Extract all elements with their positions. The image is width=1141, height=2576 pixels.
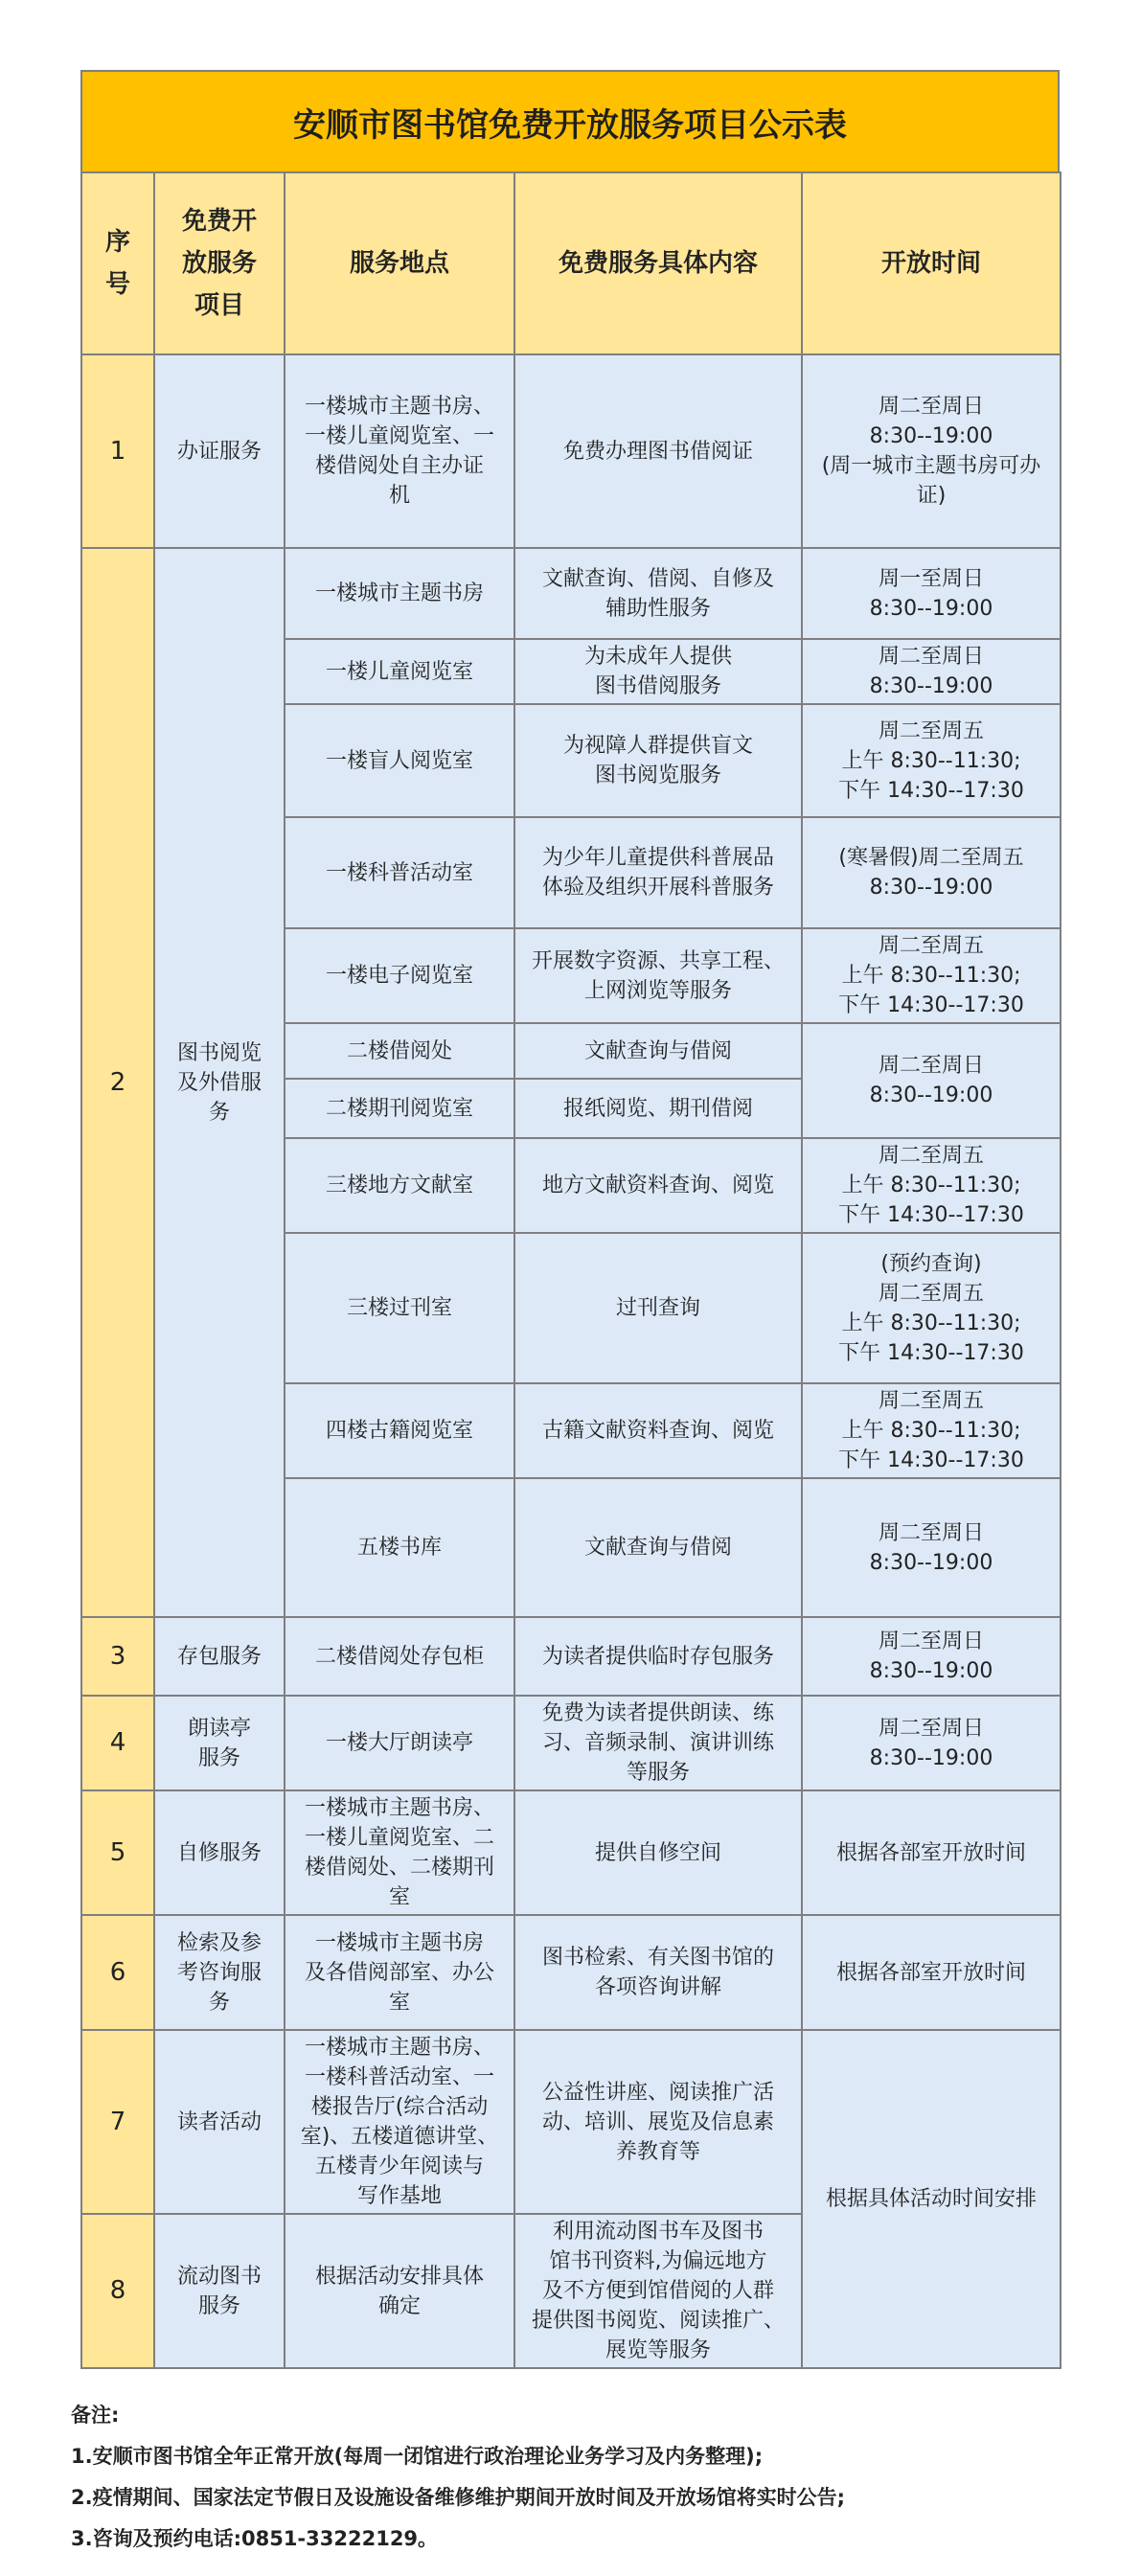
service-content: 免费为读者提供朗读、练 习、音频录制、演讲训练 等服务	[514, 1696, 802, 1790]
opening-hours: 周二至周日 8:30--19:00	[802, 1023, 1061, 1138]
header-item: 免费开 放服务 项目	[154, 172, 285, 354]
opening-hours: 周二至周五 上午 8:30--11:30; 下午 14:30--17:30	[802, 928, 1061, 1023]
service-location: 二楼借阅处存包柜	[285, 1617, 514, 1696]
service-content: 文献查询与借阅	[514, 1023, 802, 1079]
opening-hours: 根据具体活动时间安排	[802, 2030, 1061, 2368]
notes-section	[71, 2395, 845, 2560]
service-content: 提供自修空间	[514, 1790, 802, 1915]
service-location: 四楼古籍阅览室	[285, 1383, 514, 1478]
opening-hours: 周二至周日 8:30--19:00	[802, 1696, 1061, 1790]
header-location: 服务地点	[285, 172, 514, 354]
table-row	[81, 1617, 1061, 1696]
opening-hours: 根据各部室开放时间	[802, 1915, 1061, 2030]
opening-hours: 周一至周日 8:30--19:00	[802, 548, 1061, 639]
service-content: 文献查询与借阅	[514, 1478, 802, 1617]
service-location: 一楼城市主题书房、 一楼儿童阅览室、一 楼借阅处自主办证 机	[285, 354, 514, 548]
row-number: 3	[81, 1617, 154, 1696]
service-location: 五楼书库	[285, 1478, 514, 1617]
service-location: 一楼城市主题书房、 一楼科普活动室、一 楼报告厅(综合活动 室)、五楼道德讲堂、 五楼青少年阅读与 写作基地	[285, 2030, 514, 2214]
row-number: 5	[81, 1790, 154, 1915]
service-content: 利用流动图书车及图书 馆书刊资料,为偏远地方 及不方便到馆借阅的人群 提供图书阅览、阅读推广、 展览等服务	[514, 2214, 802, 2368]
service-content: 为未成年人提供 图书借阅服务	[514, 639, 802, 704]
opening-hours: (寒暑假)周二至周五 8:30--19:00	[802, 817, 1061, 928]
opening-hours: 周二至周日 8:30--19:00	[802, 639, 1061, 704]
opening-hours: 根据各部室开放时间	[802, 1790, 1061, 1915]
note-item: 2.疫情期间、国家法定节假日及设施设备维修维护期间开放时间及开放场馆将实时公告;	[71, 2486, 845, 2509]
table-row	[81, 548, 1061, 639]
service-content: 文献查询、借阅、自修及 辅助性服务	[514, 548, 802, 639]
row-number: 2	[81, 548, 154, 1617]
service-item: 自修服务	[154, 1790, 285, 1915]
service-location: 一楼城市主题书房、 一楼儿童阅览室、二 楼借阅处、二楼期刊 室	[285, 1790, 514, 1915]
table-row	[81, 354, 1061, 548]
table-row	[81, 1790, 1061, 1915]
service-location: 三楼过刊室	[285, 1233, 514, 1383]
service-location: 一楼电子阅览室	[285, 928, 514, 1023]
service-location: 三楼地方文献室	[285, 1138, 514, 1233]
service-content: 公益性讲座、阅读推广活 动、培训、展览及信息素 养教育等	[514, 2030, 802, 2214]
row-number: 7	[81, 2030, 154, 2214]
service-item: 检索及参 考咨询服 务	[154, 1915, 285, 2030]
service-location: 一楼城市主题书房 及各借阅部室、办公 室	[285, 1915, 514, 2030]
header-row	[81, 172, 1061, 354]
opening-hours: 周二至周日 8:30--19:00	[802, 1617, 1061, 1696]
opening-hours: 周二至周五 上午 8:30--11:30; 下午 14:30--17:30	[802, 704, 1061, 817]
service-location: 根据活动安排具体 确定	[285, 2214, 514, 2368]
row-number: 8	[81, 2214, 154, 2368]
opening-hours: 周二至周日 8:30--19:00 (周一城市主题书房可办 证)	[802, 354, 1061, 548]
opening-hours: 周二至周五 上午 8:30--11:30; 下午 14:30--17:30	[802, 1138, 1061, 1233]
service-item: 图书阅览 及外借服 务	[154, 548, 285, 1617]
service-location: 一楼盲人阅览室	[285, 704, 514, 817]
service-content: 图书检索、有关图书馆的 各项咨询讲解	[514, 1915, 802, 2030]
table-row	[81, 1915, 1061, 2030]
service-content: 报纸阅览、期刊借阅	[514, 1079, 802, 1138]
service-content: 免费办理图书借阅证	[514, 354, 802, 548]
service-location: 一楼大厅朗读亭	[285, 1696, 514, 1790]
table-title: 安顺市图书馆免费开放服务项目公示表	[80, 70, 1060, 171]
header-content: 免费服务具体内容	[514, 172, 802, 354]
service-location: 一楼城市主题书房	[285, 548, 514, 639]
header-no: 序 号	[81, 172, 154, 354]
opening-hours: 周二至周日 8:30--19:00	[802, 1478, 1061, 1617]
note-item: 3.咨询及预约电话:0851-33222129。	[71, 2527, 439, 2550]
service-item: 存包服务	[154, 1617, 285, 1696]
service-item: 流动图书 服务	[154, 2214, 285, 2368]
service-content: 过刊查询	[514, 1233, 802, 1383]
service-location: 二楼期刊阅览室	[285, 1079, 514, 1138]
service-content: 地方文献资料查询、阅览	[514, 1138, 802, 1233]
notes-heading: 备注:	[71, 2404, 120, 2427]
service-content: 古籍文献资料查询、阅览	[514, 1383, 802, 1478]
row-number: 1	[81, 354, 154, 548]
service-content: 为视障人群提供盲文 图书阅览服务	[514, 704, 802, 817]
table-row	[81, 2030, 1061, 2214]
header-hours: 开放时间	[802, 172, 1061, 354]
service-location: 二楼借阅处	[285, 1023, 514, 1079]
service-location: 一楼科普活动室	[285, 817, 514, 928]
service-item: 读者活动	[154, 2030, 285, 2214]
row-number: 6	[81, 1915, 154, 2030]
note-item: 1.安顺市图书馆全年正常开放(每周一闭馆进行政治理论业务学习及内务整理);	[71, 2445, 764, 2468]
opening-hours: 周二至周五 上午 8:30--11:30; 下午 14:30--17:30	[802, 1383, 1061, 1478]
service-item: 朗读亭 服务	[154, 1696, 285, 1790]
service-content: 开展数字资源、共享工程、 上网浏览等服务	[514, 928, 802, 1023]
service-location: 一楼儿童阅览室	[285, 639, 514, 704]
service-table-sheet	[80, 70, 1060, 2369]
service-item: 办证服务	[154, 354, 285, 548]
opening-hours: (预约查询) 周二至周五 上午 8:30--11:30; 下午 14:30--17:30	[802, 1233, 1061, 1383]
table-row	[81, 1696, 1061, 1790]
service-content: 为少年儿童提供科普展品 体验及组织开展科普服务	[514, 817, 802, 928]
service-table	[80, 171, 1061, 2369]
service-content: 为读者提供临时存包服务	[514, 1617, 802, 1696]
row-number: 4	[81, 1696, 154, 1790]
